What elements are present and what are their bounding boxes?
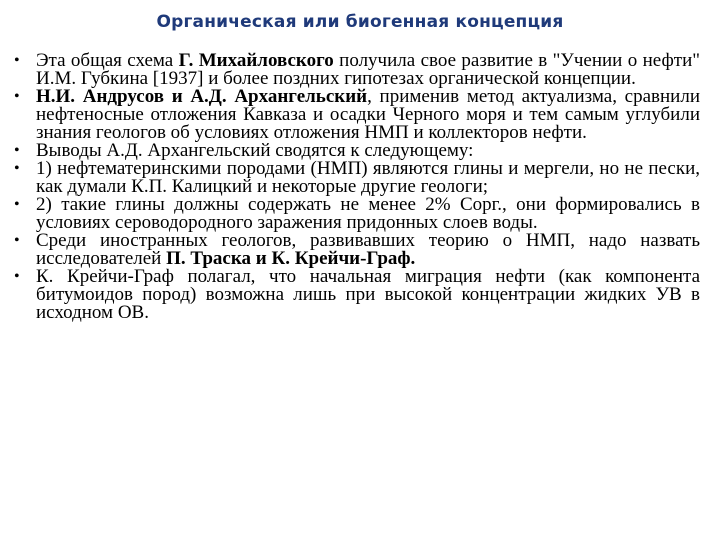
item-text: . (410, 248, 416, 269)
bullet-icon: • (14, 196, 20, 213)
item-text: 1) нефтематеринскими породами (НМП) являются глины и мергели, но не пески, как думали К.П. Калицкий и некоторые другие геологи; (36, 158, 700, 197)
item-text: 2) такие глины должны содержать не менее 2% Сорг., они формировались в условиях сероводородного заражения придонных слоев воды. (36, 194, 700, 233)
item-text: Эта общая схема (36, 50, 179, 71)
bullet-icon: • (14, 88, 20, 105)
item-text-bold: Н.И. Андрусов и А.Д. Архангельский (36, 86, 368, 107)
bullet-item (12, 268, 700, 322)
item-text-bold: П. Траска и К. Крейчи-Граф (166, 248, 411, 269)
bullet-item (12, 88, 700, 142)
slide-title: Органическая или биогенная концепция (156, 12, 564, 32)
item-text: получила свое развитие в "Учении о нефти" И.М. Губкина [1937] и более поздних гипотезах органической концепции. (36, 50, 700, 89)
bullet-item (12, 160, 700, 196)
bullet-icon: • (14, 268, 20, 285)
item-text: , применив метод актуализма, сравнили нефтеносные отложения Кавказа и осадки Черного моря и тем самым углубили знания геологов об условиях отложения НМП и коллекторов нефти. (36, 86, 700, 143)
bullet-item (12, 232, 700, 268)
item-text-bold: Г. Михайловского (178, 50, 334, 71)
bullet-item (12, 196, 700, 232)
item-text: Среди иностранных геологов, развивавших теорию о НМП, надо назвать исследователей (36, 230, 700, 269)
bullet-icon: • (14, 142, 20, 159)
bullet-icon: • (14, 52, 20, 69)
bullet-icon: • (14, 232, 20, 249)
bullet-list (12, 52, 700, 322)
bullet-icon: • (14, 160, 20, 177)
bullet-item (12, 52, 700, 88)
item-text: Выводы А.Д. Архангельский сводятся к следующему: (36, 140, 474, 161)
item-text: К. Крейчи-Граф полагал, что начальная миграция нефти (как компонента битумоидов пород) возможна лишь при высокой концентрации жидких УВ в исходном ОВ. (36, 266, 700, 323)
